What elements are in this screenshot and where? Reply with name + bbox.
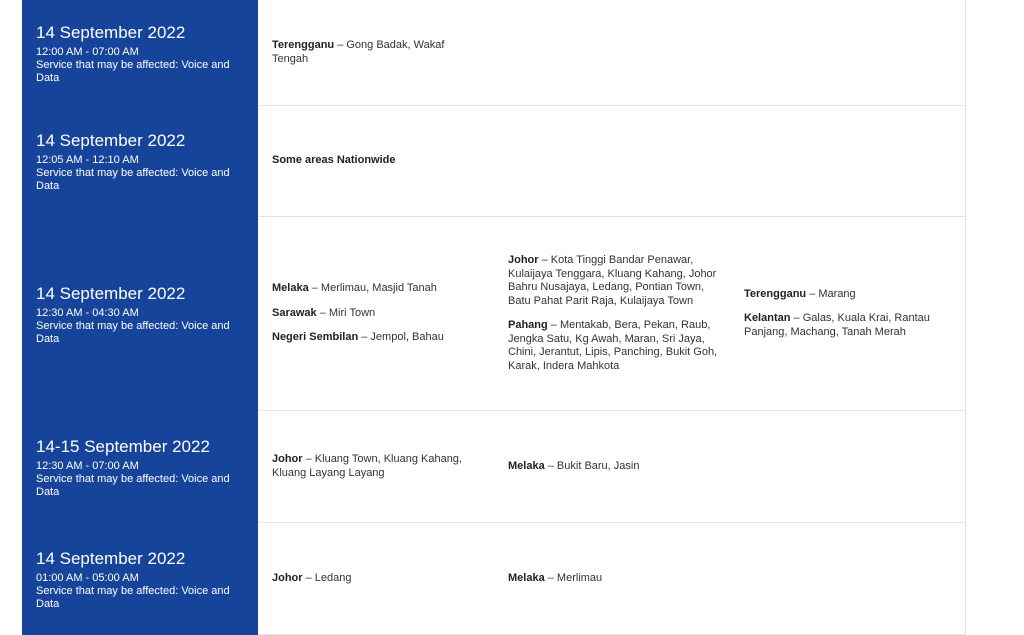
areas-cell	[258, 217, 966, 411]
area-entry	[272, 453, 477, 480]
service-affected: Service that may be affected: Voice and Data	[36, 472, 230, 498]
region-name: Kelantan	[744, 312, 791, 325]
area-entry	[744, 312, 949, 339]
region-name: Melaka	[508, 459, 545, 472]
time-range: 12:05 AM - 12:10 AM	[36, 154, 139, 166]
areas-column	[272, 523, 477, 634]
area-list: – Merlimau	[544, 571, 603, 584]
schedule-row	[22, 411, 966, 523]
date-title: 14 September 2022	[36, 22, 186, 42]
date-title: 14-15 September 2022	[36, 436, 210, 456]
area-list: – Jempol, Bahau	[358, 331, 444, 344]
date-cell	[22, 523, 258, 635]
areas-column	[272, 217, 477, 410]
area-list: – Merlimau, Masjid Tanah	[308, 282, 437, 295]
area-list: – Kota Tinggi Bandar Penawar, Kulaijaya Tenggara, Kluang Kahang, Johor Bahru Nusajaya, Ledang, Pontian Town, Batu Pahat Parit Raja, Kulaijaya Town	[508, 254, 717, 307]
area-entry	[272, 331, 477, 345]
region-name: Terengganu	[272, 39, 335, 51]
area-list: – Kluang Town, Kluang Kahang, Kluang Layang Layang	[272, 453, 462, 479]
area-list: – Ledang	[302, 571, 352, 584]
area-list: – Bukit Baru, Jasin	[544, 459, 640, 472]
areas-column	[744, 0, 949, 105]
service-affected: Service that may be affected: Voice and Data	[36, 584, 230, 610]
area-list: – Galas, Kuala Krai, Rantau Panjang, Machang, Tanah Merah	[744, 312, 930, 338]
areas-column	[508, 411, 723, 522]
area-list: – Gong Badak, Wakaf Tengah	[272, 39, 445, 65]
area-entry	[272, 572, 477, 586]
area-entry	[508, 254, 723, 308]
areas-column	[744, 106, 949, 216]
areas-cell	[258, 106, 966, 217]
area-entry	[508, 460, 723, 474]
area-entry	[272, 154, 477, 168]
areas-cell	[258, 0, 966, 106]
area-list: – Mentakab, Bera, Pekan, Raub, Jengka Satu, Kg Awah, Maran, Sri Jaya, Chini, Jerantut, Lipis, Panching, Bukit Goh, Karak, Indera Mahkota	[508, 319, 718, 372]
areas-column	[508, 217, 723, 410]
time-range: 01:00 AM - 05:00 AM	[36, 571, 139, 584]
date-cell	[22, 106, 258, 217]
areas-column	[272, 411, 477, 522]
areas-column	[744, 217, 949, 410]
schedule-row	[22, 217, 966, 411]
areas-cell	[258, 523, 966, 635]
schedule-row	[22, 106, 966, 217]
area-entry	[272, 39, 477, 66]
region-name: Melaka	[508, 571, 545, 584]
areas-column	[744, 411, 949, 522]
area-entry	[744, 288, 949, 302]
areas-column	[508, 523, 723, 634]
area-entry	[508, 572, 723, 586]
date-cell	[22, 411, 258, 523]
time-range: 12:30 AM - 07:00 AM	[36, 459, 139, 472]
date-cell	[22, 217, 258, 411]
region-name: Melaka	[272, 282, 309, 295]
areas-column	[272, 106, 477, 216]
areas-column	[508, 106, 723, 216]
date-title: 14 September 2022	[36, 131, 186, 150]
service-affected: Service that may be affected: Voice and Data	[36, 319, 230, 345]
region-name: Sarawak	[272, 306, 317, 319]
service-affected: Service that may be affected: Voice and Data	[36, 167, 230, 192]
region-name: Johor	[272, 571, 303, 584]
area-entry	[272, 282, 477, 296]
schedule-row	[22, 0, 966, 106]
areas-column	[508, 0, 723, 105]
region-name: Johor	[272, 453, 303, 465]
time-range: 12:30 AM - 04:30 AM	[36, 306, 139, 319]
region-name: Pahang	[508, 319, 548, 331]
region-name: Johor	[508, 254, 539, 266]
date-cell	[22, 0, 258, 106]
region-name: Some areas Nationwide	[272, 154, 396, 167]
area-list: – Miri Town	[316, 306, 376, 319]
date-title: 14 September 2022	[36, 283, 186, 303]
schedule-row	[22, 523, 966, 635]
date-title: 14 September 2022	[36, 548, 186, 568]
time-range: 12:00 AM - 07:00 AM	[36, 45, 139, 58]
region-name: Terengganu	[744, 287, 807, 300]
areas-cell	[258, 411, 966, 523]
area-list: – Marang	[806, 287, 856, 300]
areas-column	[272, 0, 477, 105]
areas-column	[744, 523, 949, 634]
region-name: Negeri Sembilan	[272, 331, 359, 344]
area-entry	[272, 307, 477, 321]
service-affected: Service that may be affected: Voice and Data	[36, 58, 230, 84]
area-entry	[508, 319, 723, 373]
